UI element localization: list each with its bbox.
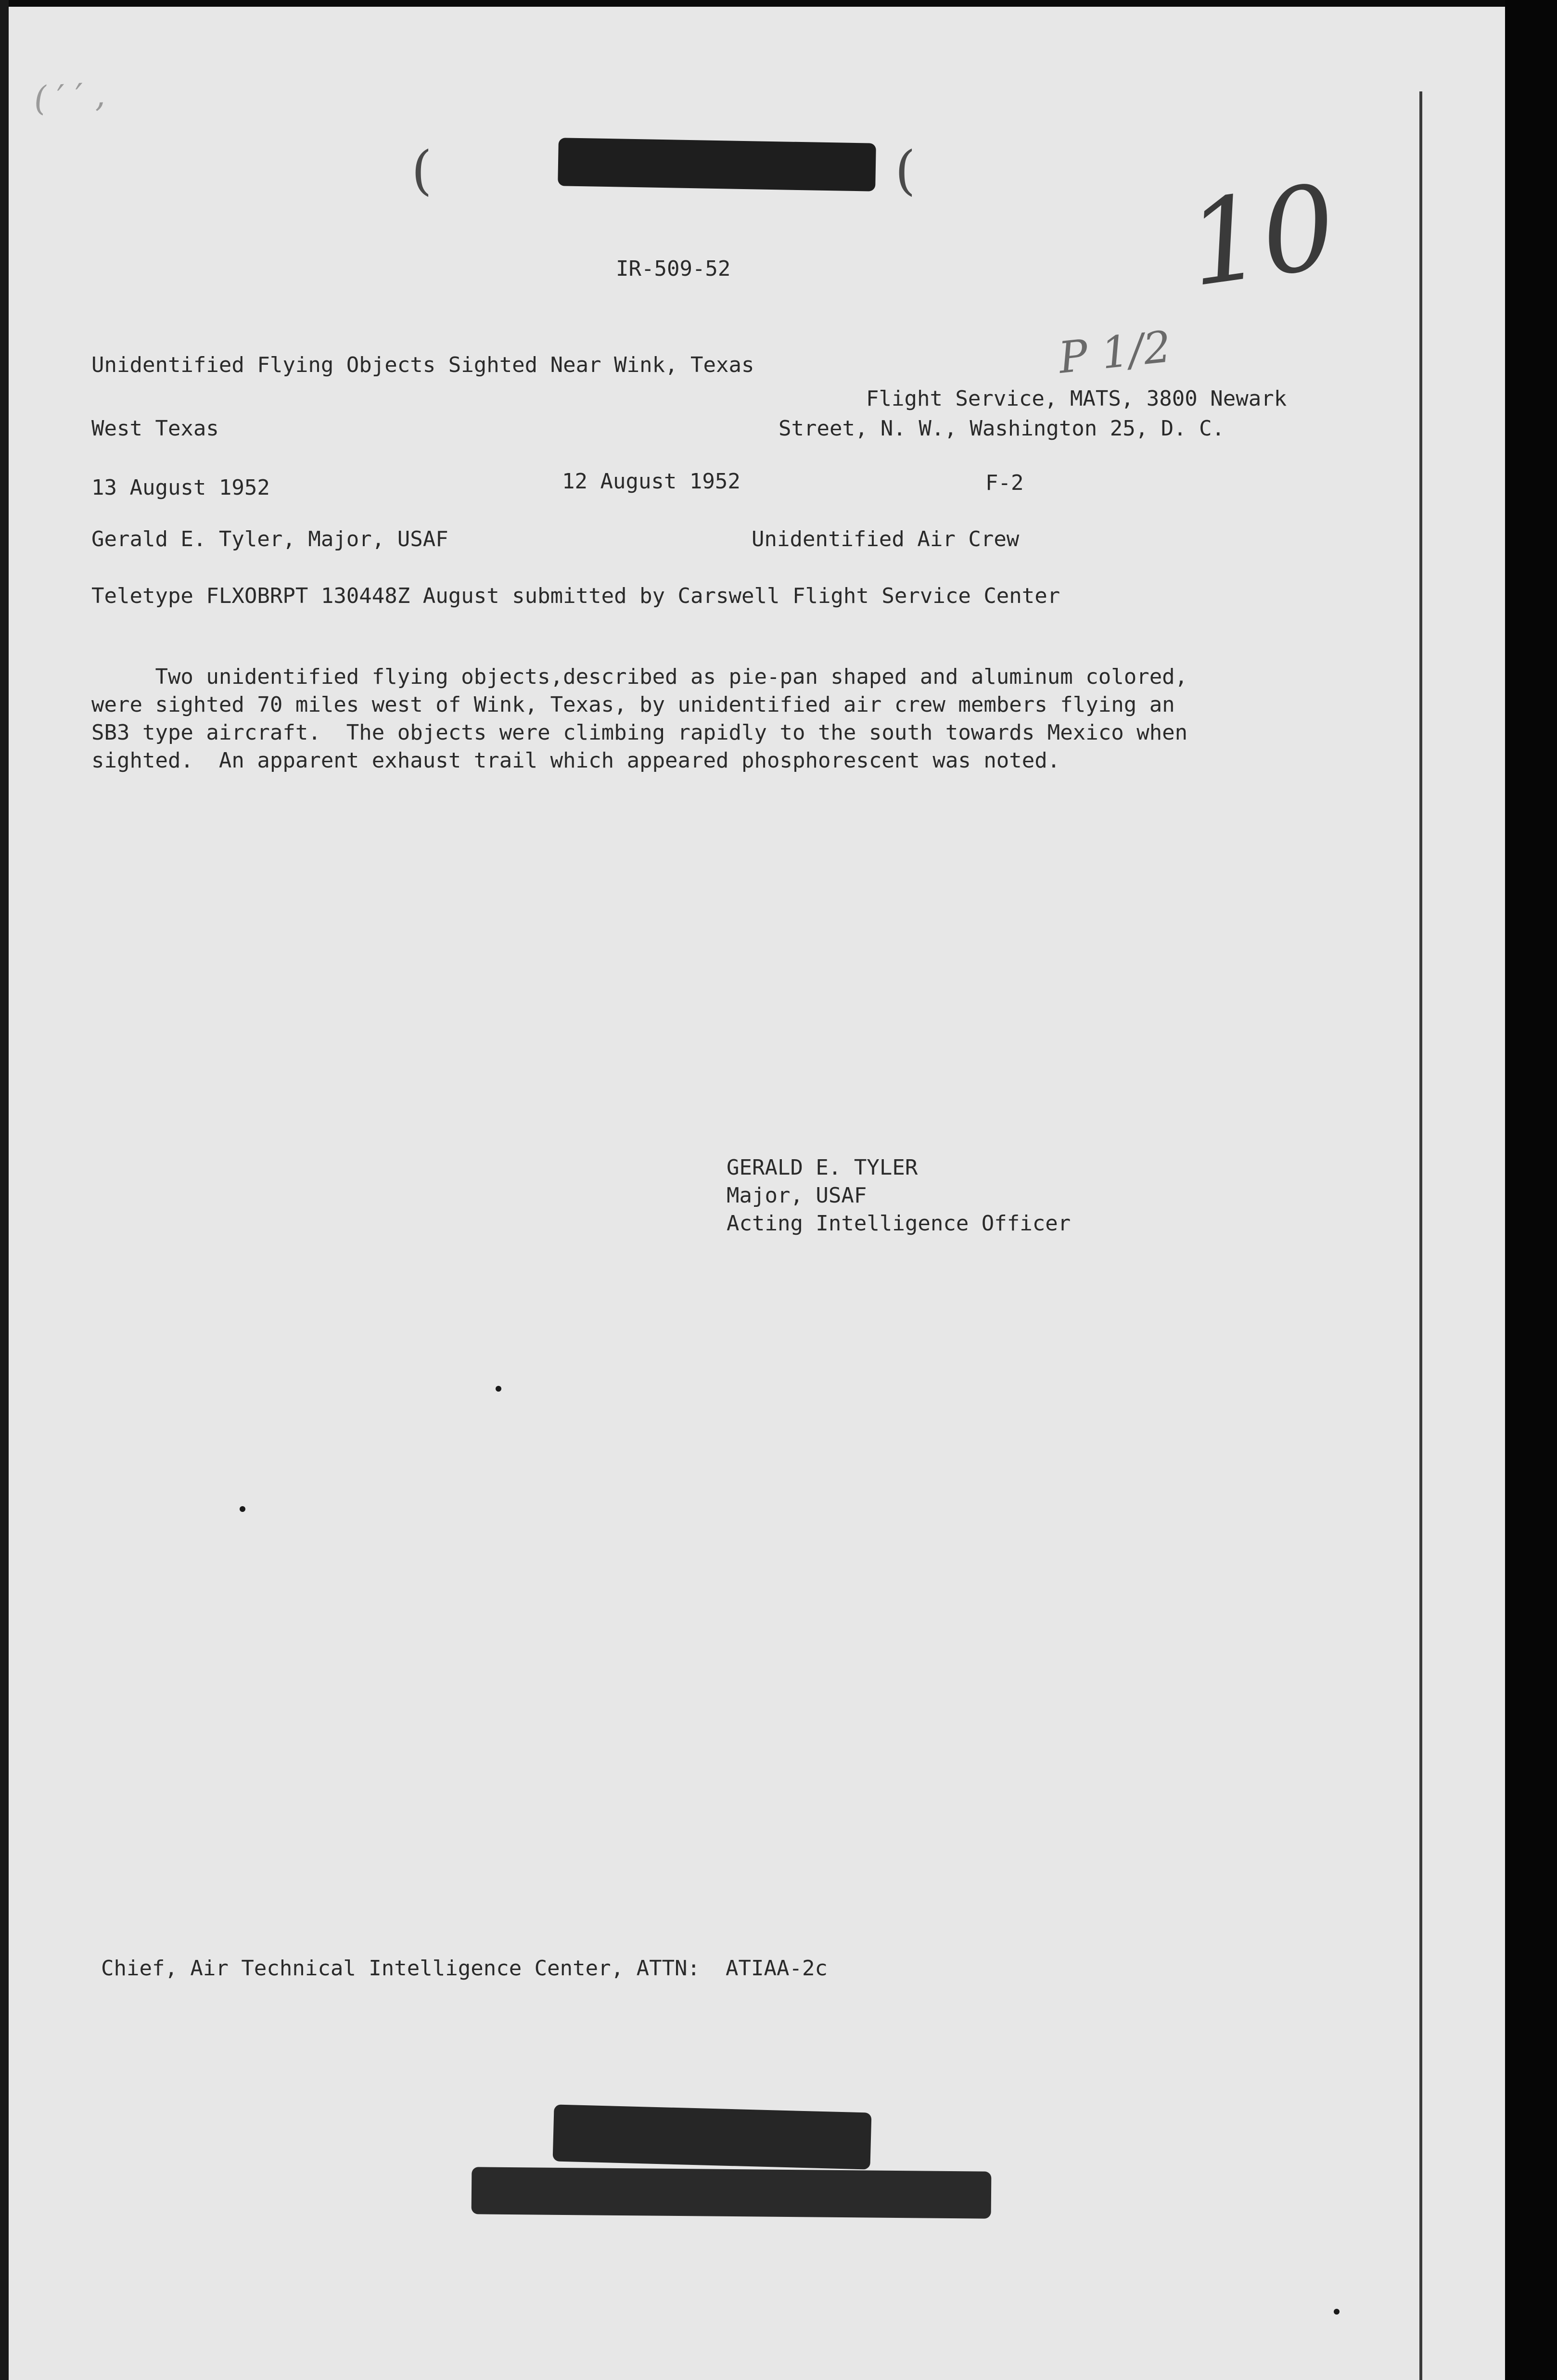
report-summary xyxy=(91,663,1362,775)
signature-name: GERALD E. TYLER xyxy=(727,1155,918,1180)
scan-edge-left xyxy=(0,0,9,2380)
handwritten-note: P 1/2 xyxy=(1056,321,1174,384)
reference: Teletype FLXOBRPT 130448Z August submitted by Carswell Flight Service Center xyxy=(91,584,1060,608)
summary-line: Two unidentified flying objects,described as pie-pan shaped and aluminum colored, xyxy=(91,665,1188,689)
stray-mark xyxy=(1334,2309,1340,2315)
redaction-bar-top xyxy=(558,138,876,192)
summary-line: SB3 type aircraft. The objects were climbing rapidly to the south towards Mexico when xyxy=(91,720,1188,745)
report-subject: Unidentified Flying Objects Sighted Near Wink, Texas xyxy=(91,353,754,377)
summary-line: were sighted 70 miles west of Wink, Texas, by unidentified air crew members flying an xyxy=(91,692,1175,717)
redaction-bar-bottom-1 xyxy=(553,2104,872,2169)
signature-title: Acting Intelligence Officer xyxy=(727,1211,1071,1236)
file-number: IR-509-52 xyxy=(616,256,731,281)
report-date: 13 August 1952 xyxy=(91,475,270,500)
stray-mark xyxy=(496,1386,501,1392)
scan-edge-right xyxy=(1505,0,1557,2380)
from-address-line-2: Street, N. W., Washington 25, D. C. xyxy=(778,416,1225,441)
right-parenthesis: ( xyxy=(895,140,916,201)
signature-rank: Major, USAF xyxy=(727,1183,867,1208)
faint-handwriting: ( ′ ′ , xyxy=(32,74,106,119)
evaluation: F-2 xyxy=(985,471,1024,495)
from-address-line-1: Flight Service, MATS, 3800 Newark xyxy=(866,386,1287,411)
prepared-by: Gerald E. Tyler, Major, USAF xyxy=(91,527,448,551)
source: Unidentified Air Crew xyxy=(752,527,1020,551)
distribution: Chief, Air Technical Intelligence Center, ATTN: ATIAA-2c xyxy=(101,1956,828,1981)
stray-mark xyxy=(240,1506,245,1512)
redaction-bar-bottom-2 xyxy=(472,2167,992,2218)
area: West Texas xyxy=(91,416,219,441)
summary-line: sighted. An apparent exhaust trail which appeared phosphorescent was noted. xyxy=(91,748,1060,773)
date-of-information: 12 August 1952 xyxy=(562,469,740,494)
handwritten-page-number: 10 xyxy=(1180,159,1344,313)
underlying-sheet-edge xyxy=(1419,91,1422,2380)
left-parenthesis: ( xyxy=(411,140,432,201)
